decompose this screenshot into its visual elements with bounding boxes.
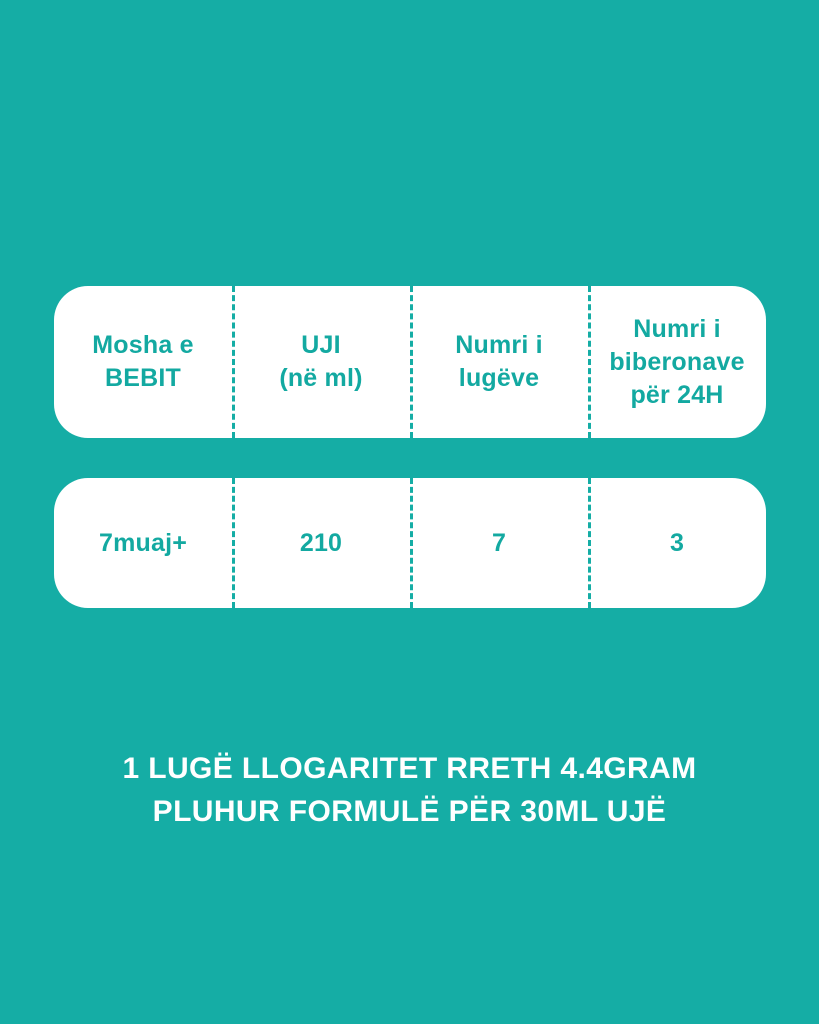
table-cell-value: 210 [299,528,343,557]
table-cell-scoops [410,478,588,608]
table-row [54,478,766,608]
table-cell-age [54,478,232,608]
footnote [0,748,819,833]
footnote-line-2: PLUHUR FORMULË PËR 30ML UJË [152,794,667,828]
table-header-label: Numri i biberonave për 24H [609,314,745,409]
table-header-cell-water [232,286,410,438]
table-header-cell-age [54,286,232,438]
table-header-label: UJI (në ml) [279,331,363,392]
table-cell-bottles [588,478,766,608]
table-cell-value: 3 [669,528,685,557]
table-cell-value: 7muaj+ [98,528,188,557]
footnote-line-1: 1 LUGË LLOGARITET RRETH 4.4GRAM [122,752,697,785]
table-header-row [54,286,766,438]
feeding-table [54,286,766,608]
table-cell-value: 7 [491,528,507,557]
table-header-label: Numri i lugëve [455,331,543,392]
table-cell-water [232,478,410,608]
table-header-cell-bottles [588,286,766,438]
table-header-cell-scoops [410,286,588,438]
table-header-label: Mosha e BEBIT [92,331,194,392]
